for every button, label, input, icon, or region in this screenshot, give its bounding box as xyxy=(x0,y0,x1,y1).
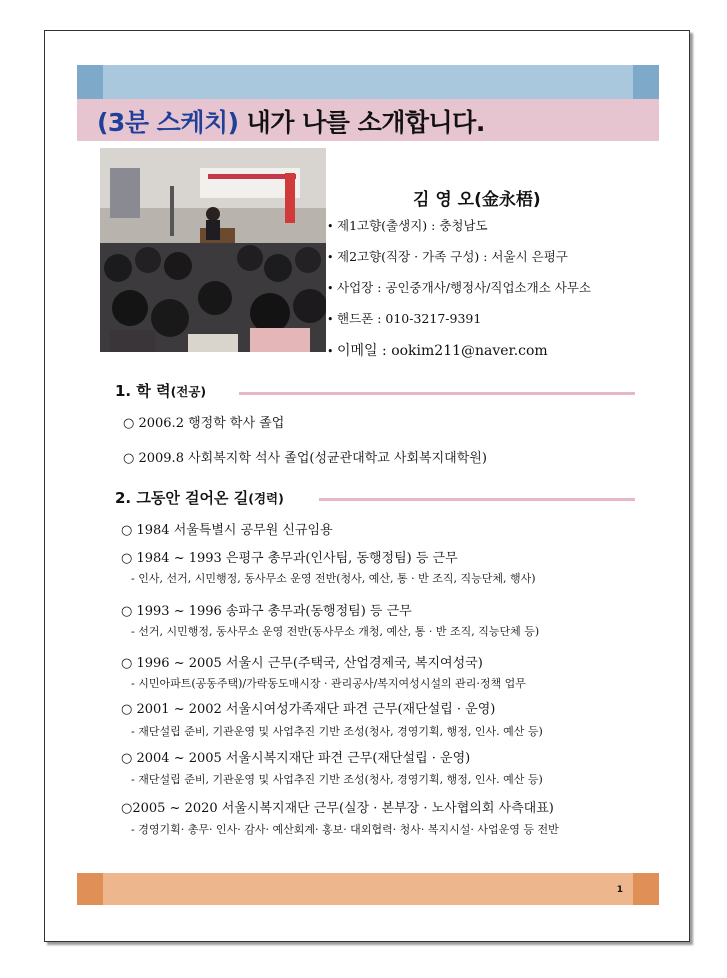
career-heading-paren: (경력) xyxy=(248,491,284,506)
header-band-right-cap xyxy=(633,65,659,99)
profile-item xyxy=(327,216,667,247)
bullet: • xyxy=(327,345,334,358)
career-entry-detail: - 인사, 선거, 시민행정, 동사무소 운영 전반(청사, 예산, 통 · 반 조직, 직능단체, 행사) xyxy=(131,572,536,585)
bullet: • xyxy=(327,220,334,233)
career-entry-detail: - 재단설립 준비, 기관운영 및 사업추진 기반 조성(청사, 경영기획, 행정, 인사. 예산 등) xyxy=(131,773,543,786)
footer-band-left-cap xyxy=(77,873,103,905)
document-page xyxy=(44,30,690,942)
career-entry: ○ 1993 ~ 1996 송파구 총무과(동행정팀) 등 근무 xyxy=(121,604,412,619)
career-entry-detail: - 재단설립 준비, 기관운영 및 사업추진 기반 조성(청사, 경영기획, 행정, 인사. 예산 등) xyxy=(131,725,543,738)
career-entry: ○ 1984 서울특별시 공무원 신규임용 xyxy=(121,523,333,538)
career-entry: ○ 1996 ~ 2005 서울시 근무(주택국, 산업경제국, 복지여성국) xyxy=(121,656,483,671)
career-entry-detail: - 시민아파트(공동주택)/가락동도매시장 · 관리공사/복지여성시설의 관리·정책 업무 xyxy=(131,677,526,690)
career-entry-detail: - 경영기획· 총무· 인사· 감사· 예산회계· 홍보· 대외협력· 청사· 복지시설· 사업운영 등 전반 xyxy=(131,823,559,836)
career-entry-detail: - 선거, 시민행정, 동사무소 운영 전반(동사무소 개청, 예산, 통 · 반 조직, 직능단체 등) xyxy=(131,625,540,638)
career-heading-text: 2. 그동안 걸어온 길 xyxy=(115,489,249,507)
profile-item xyxy=(327,278,667,309)
education-item: ○ 2006.2 행정학 학사 졸업 xyxy=(123,416,285,431)
title-main: 내가 나를 소개합니다. xyxy=(246,108,485,137)
profile-item-text: 사업장 : 공인중개사/행정사/직업소개소 사무소 xyxy=(337,280,591,295)
profile-info-list xyxy=(327,216,667,371)
education-heading xyxy=(115,380,206,401)
header-band-left-cap xyxy=(77,65,103,99)
profile-item-text: 핸드폰 : 010-3217-9391 xyxy=(337,311,482,326)
bullet: • xyxy=(327,313,334,326)
bullet: • xyxy=(327,251,334,264)
profile-item xyxy=(327,247,667,278)
footer-color-band xyxy=(77,873,659,905)
profile-item-text: 제1고향(출생지) : 충청남도 xyxy=(337,218,488,233)
profile-item xyxy=(327,340,667,371)
header-color-band xyxy=(77,65,659,99)
career-entry: ○ 1984 ~ 1993 은평구 총무과(인사팀, 동행정팀) 등 근무 xyxy=(121,551,458,566)
title-subtitle: (3분 스케치) xyxy=(97,108,239,137)
career-entry: ○ 2001 ~ 2002 서울시여성가족재단 파견 근무(재단설립 · 운영) xyxy=(121,702,496,717)
lecture-photo xyxy=(100,148,326,352)
career-entry: ○ 2004 ~ 2005 서울시복지재단 파견 근무(재단설립 · 운영) xyxy=(121,751,471,766)
bullet: • xyxy=(327,282,334,295)
footer-band-right-cap xyxy=(633,873,659,905)
education-heading-text: 1. 학 력 xyxy=(115,382,171,400)
career-entry: ○2005 ~ 2020 서울시복지재단 근무(실장 · 본부장 · 노사협의회 사측대표) xyxy=(121,801,554,816)
profile-item-text: 제2고향(직장 · 가족 구성) : 서울시 은평구 xyxy=(337,249,568,264)
education-divider xyxy=(239,392,635,395)
profile-item-text: 이메일 : ookim211@naver.com xyxy=(337,343,548,359)
education-item: ○ 2009.8 사회복지학 석사 졸업(성균관대학교 사회복지대학원) xyxy=(123,451,487,466)
profile-name: 김 영 오(金永梧) xyxy=(413,190,541,210)
page-title xyxy=(97,103,485,139)
page-number: 1 xyxy=(616,885,623,895)
education-heading-paren: (전공) xyxy=(170,384,207,399)
career-divider xyxy=(319,498,635,501)
profile-item xyxy=(327,309,667,340)
career-heading xyxy=(115,487,284,508)
